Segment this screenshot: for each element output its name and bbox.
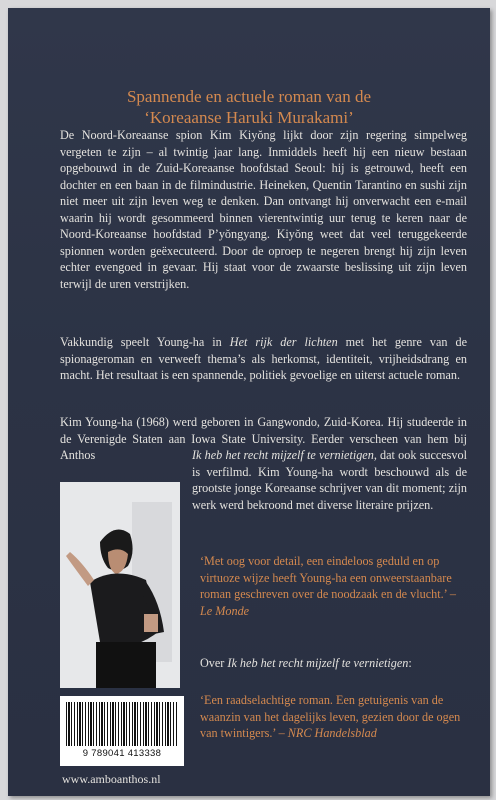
author-photo [60, 482, 180, 688]
genre-paragraph [60, 334, 467, 384]
author-bio-right [192, 447, 467, 513]
quote-nrc-text: ‘Een raadselachtige roman. Een getuigenis van de waanzin van het dagelijks leven, gezien door de ogen van twintigers.’ [200, 693, 461, 740]
headline-line-2: ‘Koreaanse Haruki Murakami’ [144, 108, 354, 127]
isbn-number: 9 789041 413338 [82, 748, 162, 759]
publisher-website: www.amboanthos.nl [62, 772, 161, 786]
quote-dash: – [446, 587, 456, 601]
barcode-bars [66, 702, 178, 746]
over-line [200, 655, 465, 672]
author-bio-post: , dat ook succesvol is verfilmd. Kim Young-ha wordt beschouwd als de grootste jonge Koreaanse schrijver van dit moment; zijn werk werd bekroond met diverse literaire prijzen. [192, 448, 467, 512]
over-post: : [408, 656, 412, 670]
quote-source-nrc: NRC Handelsblad [287, 726, 377, 740]
author-bio-pre: Kim Young-ha (1968) werd geboren in Gangwondo, Zuid-Korea. Hij studeerde in de Verenigde Staten aan Iowa State University. Eerder verscheen van hem bij Anthos [60, 415, 467, 462]
headline [8, 86, 490, 128]
book-back-cover [8, 8, 490, 796]
quote-le-monde-text: ‘Met oog voor detail, een eindeloos geduld en op virtuoze wijze heeft Young-ha een onweerstaanbare roman geschreven over de noodzaak en de vlucht.’ [200, 554, 452, 601]
isbn-barcode [60, 696, 184, 766]
genre-text-post: met het genre van de spionageroman en verweeft thema’s als herkomst, identiteit, vrijheidsdrang en macht. Het resultaat is een spannende, politiek gevoelige en uiterst actuele roman. [60, 335, 467, 382]
book-title: Het rijk der lichten [229, 335, 338, 349]
quote-source-le-monde: Le Monde [200, 603, 250, 618]
over-title: Ik heb het recht mijzelf te vernietigen [227, 656, 409, 670]
genre-text-pre: Vakkundig speelt Young-ha in [60, 335, 230, 349]
earlier-book-title: Ik heb het recht mijzelf te vernietigen [192, 448, 374, 462]
headline-line-1: Spannende en actuele roman van de [126, 87, 372, 106]
over-pre: Over [200, 656, 228, 670]
quote-le-monde [200, 553, 465, 619]
synopsis-paragraph: De Noord-Koreaanse spion Kim Kiyŏng lijkt door zijn regering simpelweg vergeten te zijn – al twintig jaar lang. Inmiddels heeft hij een nieuw bestaan opgebouwd in de Zuid-Koreaanse hoofdstad Seoul: hij is getrouwd, heeft een dochter en een baan in de filmindustrie. Heineken, Quentin Tarantino en sushi zijn niet meer uit zijn leven weg te denken. Dan ontvangt hij onverwacht een e-mail waarin hij wordt gesommeerd binnen vierentwintig uur terug te keren naar de Noord-Koreaanse hoofdstad P’yŏngyang. Kiyŏng weet dat veel teruggekeerde spionnen worden geëxecuteerd. Door de oproep te negeren brengt hij zijn leven echter evengoed in gevaar. Hij staat voor de zwaarste beslissing uit zijn leven terwijl de uren verstrijken. [60, 128, 467, 291]
quote-nrc [200, 692, 465, 742]
quote-dash: – [275, 726, 288, 740]
